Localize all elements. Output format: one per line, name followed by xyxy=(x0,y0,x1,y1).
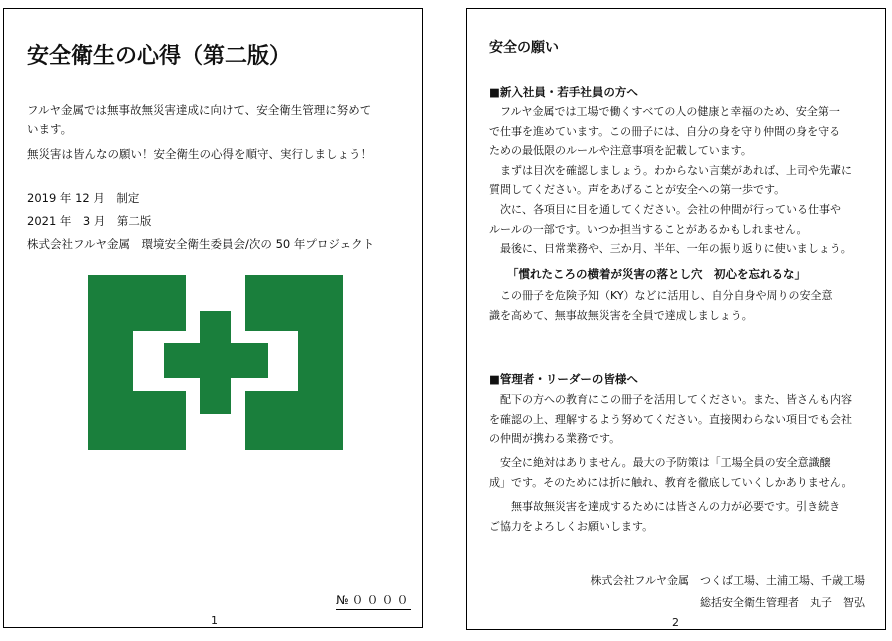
paragraph-line: で仕事を進めています。この冊子には、自分の身を守り仲間の身を守る xyxy=(489,124,841,138)
intro-line-2: います。 xyxy=(27,122,73,136)
section-heading-managers: ■管理者・リーダーの皆様へ xyxy=(489,372,638,386)
paragraph-line: 次に、各項目に目を通してください。会社の仲間が行っている仕事や xyxy=(489,203,841,216)
document-page-1 xyxy=(3,8,423,628)
page-title: 安全の願い xyxy=(489,40,559,56)
paragraph-line: フルヤ金属では工場で働くすべての人の健康と幸福のため、安全第一 xyxy=(489,105,840,118)
organization-name: 株式会社フルヤ金属 環境安全衛生委員会/次の 50 年プロジェクト xyxy=(27,237,375,251)
paragraph-line: ルールの一部です。いつか担当することがあるかもしれません。 xyxy=(489,222,808,236)
intro-line-1: フルヤ金属では無事故無災害達成に向けて、安全衛生管理に努めて xyxy=(27,103,372,117)
paragraph-line: 無事故無災害を達成するためには皆さんの力が必要です。引き続き xyxy=(489,500,841,513)
paragraph-line: 識を高めて、無事故無災害を全員で達成しましょう。 xyxy=(489,308,753,322)
paragraph-line: 成」です。そのためには折に触れ、教育を徹底していくしかありません。 xyxy=(489,475,853,489)
safety-slogan: 「慣れたころの横着が災害の落とし穴 初心を忘れるな」 xyxy=(507,267,806,281)
paragraph-line: 最後に、日常業務や、三か月、半年、一年の振り返りに使いましょう。 xyxy=(489,242,852,256)
page-number: 1 xyxy=(211,614,218,627)
paragraph-line: ご協力をよろしくお願いします。 xyxy=(489,519,654,533)
section-heading-new-employees: ■新入社員・若手社員の方へ xyxy=(489,85,638,99)
paragraph-line: 配下の方への教育にこの冊子を活用してください。また、皆さんも内容 xyxy=(489,393,852,406)
page-title: 安全衛生の心得（第二版） xyxy=(27,44,292,69)
paragraph-line: 質問してください。声をあげることが安全への第一歩です。 xyxy=(489,183,786,197)
page-number: 2 xyxy=(672,616,679,629)
paragraph-line: ための最低限のルールや注意事項を記載しています。 xyxy=(489,144,752,158)
document-page-2 xyxy=(466,8,886,630)
paragraph-line: の仲間が携わる業務です。 xyxy=(489,432,621,446)
paragraph-line: を確認の上、理解するよう努めてください。直接関わらない項目でも会社 xyxy=(489,412,852,426)
document-number: №００００ xyxy=(336,591,411,610)
paragraph-line: 安全に絶対はありません。最大の予防策は「工場全員の安全意識醸 xyxy=(489,456,831,469)
signature-company: 株式会社フルヤ金属 つくば工場、土浦工場、千歳工場 xyxy=(590,574,865,587)
paragraph-line: この冊子を危険予知（KY）などに活用し、自分自身や周りの安全意 xyxy=(489,289,833,302)
paragraph-line: まずは目次を確認しましょう。わからない言葉があれば、上司や先輩に xyxy=(489,163,852,177)
intro-line-3: 無災害は皆んなの願い！安全衛生の心得を順守、実行しましょう！ xyxy=(27,147,372,161)
date-second-edition: 2021 年 3 月 第二版 xyxy=(27,214,152,228)
signature-person: 総括安全衛生管理者 丸子 智弘 xyxy=(700,596,865,609)
date-established: 2019 年 12 月 制定 xyxy=(27,191,140,205)
